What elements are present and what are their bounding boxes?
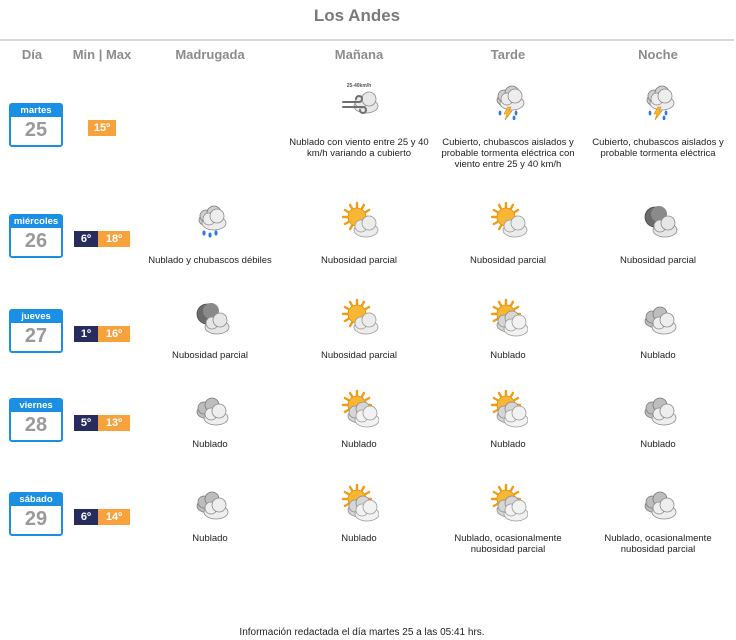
forecast-noche [583,388,733,450]
forecast-description: Nublado [640,439,676,450]
day-number: 29 [24,508,48,530]
forecast-description: Nublado con viento entre 25 y 40 km/h variando a cubierto [289,137,429,159]
max-temp: 16º [98,326,130,342]
sun-cloud-icon [488,200,528,240]
calendar-martes [9,103,63,147]
forecast-description: Nublado [341,533,377,544]
calendar-sábado [9,492,63,536]
moon-clouds-icon [638,482,678,522]
forecast-noche [583,80,733,159]
day-number: 25 [24,119,48,141]
day-name: miércoles [10,216,62,228]
forecast-tarde [433,388,583,450]
forecast-description: Nubosidad parcial [469,255,547,266]
header-manana: Mañana [334,47,384,62]
sun-clouds-icon [488,297,528,337]
forecast-manana [284,388,434,450]
calendar-viernes [9,398,63,442]
forecast-description: Nublado y chubascos débiles [148,255,272,266]
day-name: viernes [10,400,62,412]
forecast-description: Nublado [192,439,228,450]
header-madrugada: Madrugada [175,47,245,62]
header-dia: Día [21,47,43,62]
day-name: jueves [10,311,62,323]
temperature-range [74,509,130,525]
header-minmax: Min | Max [72,47,132,62]
forecast-manana [284,80,434,159]
forecast-description: Cubierto, chubascos aislados y probable tormenta eléctrica con viento entre 25 y 40 km/h [441,137,575,170]
min-temp: 6º [74,509,98,525]
footer-note: Información redactada el día martes 25 a las 05:41 hrs. [239,627,485,638]
storm-icon [638,80,678,120]
day-number: 28 [24,414,48,436]
header-noche: Noche [638,47,678,62]
max-temp: 18º [98,231,130,247]
forecast-tarde [433,297,583,361]
forecast-noche [583,200,733,266]
min-temp: 1º [74,326,98,342]
forecast-madrugada [135,388,285,450]
forecast-madrugada [135,200,285,266]
forecast-manana [284,200,434,266]
max-temp: 13º [98,415,130,431]
forecast-description: Nublado [490,439,526,450]
day-number: 26 [24,230,48,252]
forecast-description: Nublado [640,350,676,361]
max-temp: 14º [98,509,130,525]
moon-clouds-icon [638,388,678,428]
forecast-tarde [433,482,583,555]
moon-cloud-icon [190,297,230,337]
forecast-description: Cubierto, chubascos aislados y probable tormenta eléctrica [592,137,724,159]
forecast-description: Nublado, ocasionalmente nubosidad parcial [454,533,562,555]
storm-icon [488,80,528,120]
forecast-description: Nubosidad parcial [171,350,249,361]
min-temp: 6º [74,231,98,247]
min-temp: 5º [74,415,98,431]
forecast-description: Nublado [490,350,526,361]
max-temp: 15º [88,120,116,136]
day-number: 27 [24,325,48,347]
moon-cloud-icon [638,200,678,240]
forecast-noche [583,482,733,555]
header-tarde: Tarde [490,47,526,62]
sun-clouds-icon [339,388,379,428]
forecast-description: Nubosidad parcial [320,350,398,361]
page-title: Los Andes [313,6,401,25]
day-name: martes [10,105,62,117]
sun-clouds-icon [339,482,379,522]
sun-clouds-icon [488,482,528,522]
temperature-range [88,120,116,136]
sun-cloud-icon [339,297,379,337]
forecast-noche [583,297,733,361]
wind-label: 25-40km/h [346,83,372,89]
calendar-jueves [9,309,63,353]
forecast-madrugada [135,297,285,361]
forecast-description: Nublado [341,439,377,450]
temperature-range [74,326,130,342]
temperature-range [74,231,130,247]
rain-cloud-icon [190,200,230,240]
forecast-madrugada [135,482,285,544]
day-name: sábado [10,494,62,506]
forecast-tarde [433,80,583,170]
moon-clouds-icon [190,482,230,522]
temperature-range [74,415,130,431]
calendar-miércoles [9,214,63,258]
sun-cloud-icon [339,200,379,240]
forecast-tarde [433,200,583,266]
forecast-manana [284,482,434,544]
forecast-description: Nublado, ocasionalmente nubosidad parcial [604,533,712,555]
forecast-manana [284,297,434,361]
moon-clouds-icon [638,297,678,337]
sun-clouds-icon [488,388,528,428]
forecast-description: Nubosidad parcial [619,255,697,266]
wind-cloud-icon [339,80,379,120]
forecast-description: Nublado [192,533,228,544]
title-divider [0,39,734,41]
moon-clouds-icon [190,388,230,428]
forecast-description: Nubosidad parcial [320,255,398,266]
